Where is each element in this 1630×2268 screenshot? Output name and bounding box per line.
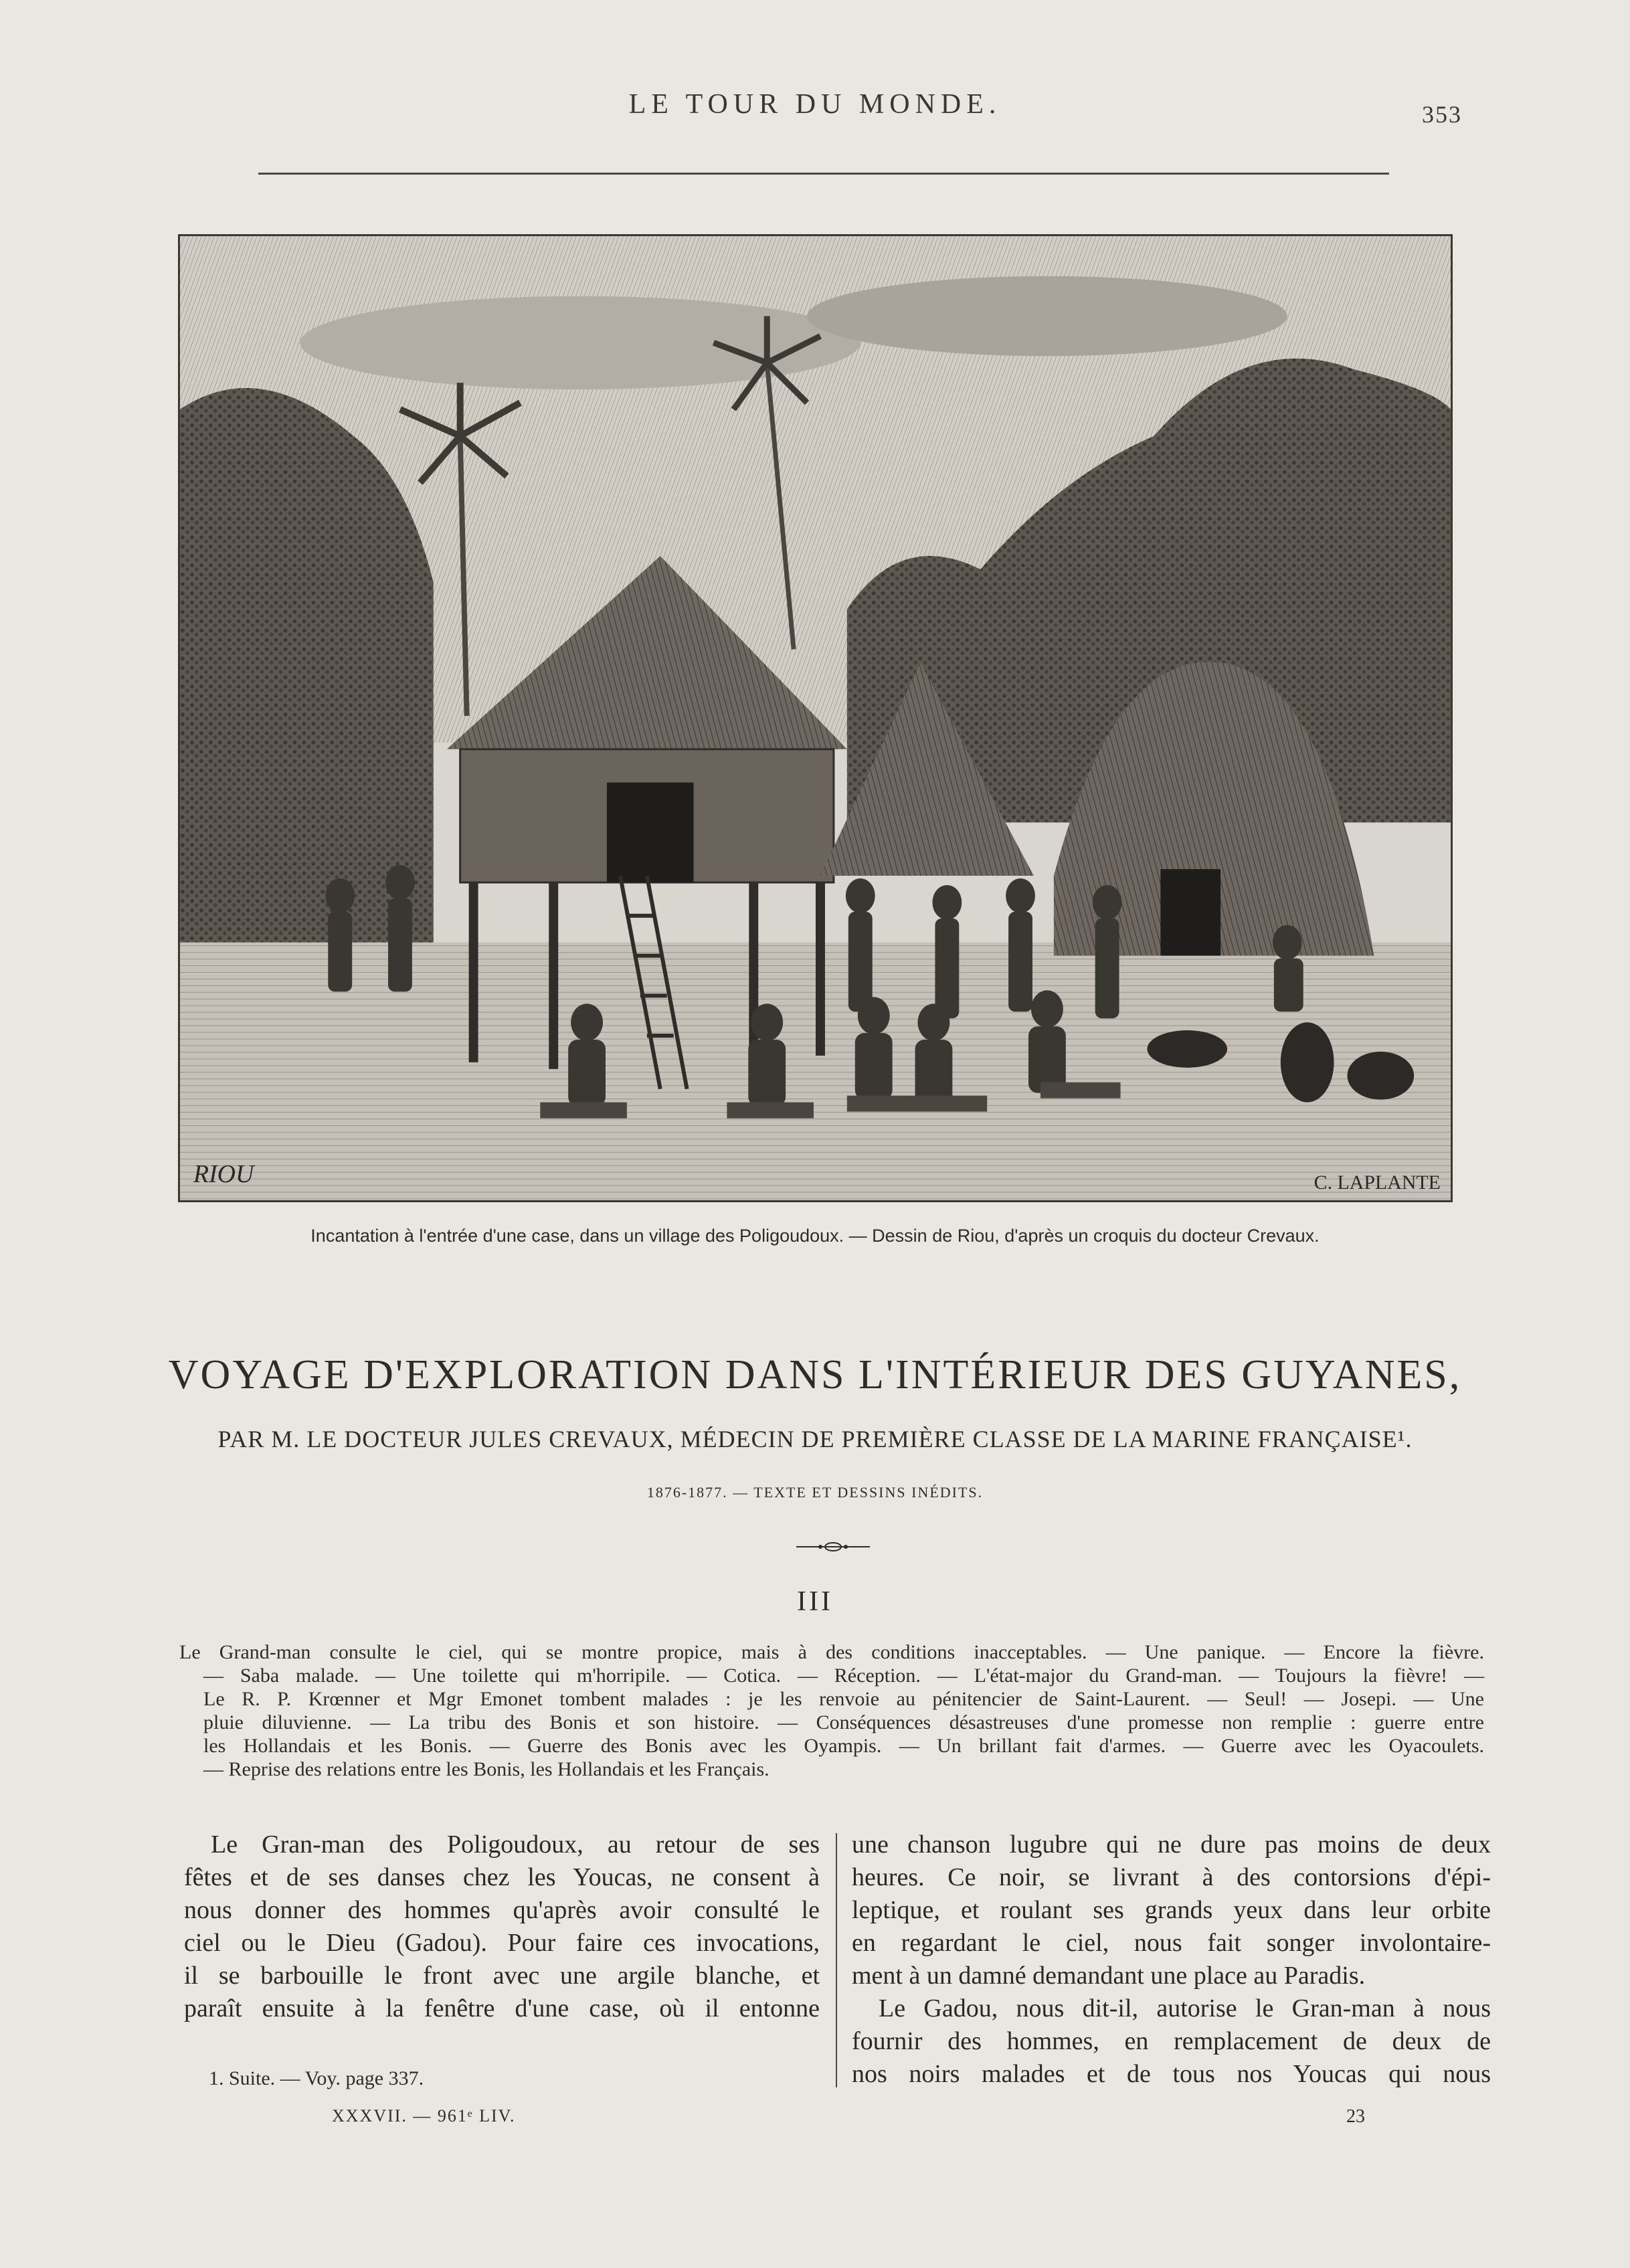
body-line: nous donner des hommes qu'après avoir consulté le	[184, 1896, 820, 1924]
hut-window	[607, 783, 694, 882]
body-line: heures. Ce noir, se livrant à des contorsions d'épi-	[852, 1863, 1491, 1891]
summary-line: les Hollandais et les Bonis. — Guerre des Bonis avec les Oyampis. — Un brillant fait d'armes. — Guerre avec les Oyacoulets.	[203, 1735, 1484, 1757]
cloud	[807, 276, 1287, 357]
summary-line: — Saba malade. — Une toilette qui m'horripile. — Cotica. — Réception. — L'état-major du Grand-man. — Toujours la fièvre! —	[203, 1665, 1484, 1687]
ground	[180, 943, 1451, 1200]
running-title: LE TOUR DU MONDE.	[628, 89, 1002, 120]
illustration-caption: Incantation à l'entrée d'une case, dans un village des Poligoudoux. — Dessin de Riou, d'après un croquis du docteur Crevaux.	[310, 1226, 1320, 1246]
body-line: Le Gadou, nous dit-il, autorise le Gran-man à nous	[879, 1994, 1491, 2022]
engraving-illustration	[178, 234, 1453, 1202]
summary-line: Le R. P. Krœnner et Mgr Emonet tombent malades : je les renvoie au pénitencier de Saint-Laurent. — Seul! — Josepi. — Une	[203, 1688, 1484, 1710]
village-scene-engraving	[180, 236, 1451, 1200]
body-line: paraît ensuite à la fenêtre d'une case, où il entonne	[184, 1994, 820, 2022]
right-hut-door	[1160, 869, 1220, 955]
chapter-summary	[179, 1640, 1484, 1781]
sheet-number: 23	[1346, 2106, 1365, 2127]
body-line: ment à un damné demandant une place au Paradis.	[852, 1962, 1366, 1990]
body-line: nos noirs malades et de tous nos Youcas qui nous	[852, 2060, 1491, 2088]
summary-line: — Reprise des relations entre les Bonis, les Hollandais et les Français.	[203, 1758, 769, 1780]
body-column-left	[184, 1828, 820, 2025]
artist-signature: RIOU	[193, 1160, 254, 1189]
engraver-signature: C. LAPLANTE	[1314, 1171, 1441, 1194]
body-line: ciel ou le Dieu (Gadou). Pour faire ces invocations,	[184, 1929, 820, 1957]
chapter-number: III	[797, 1586, 833, 1617]
article-dates: 1876-1877. — TEXTE ET DESSINS INÉDITS.	[646, 1484, 984, 1501]
page-number: 353	[1422, 101, 1462, 128]
body-line: Le Gran-man des Poligoudoux, au retour de ses	[211, 1830, 820, 1859]
body-line: en regardant le ciel, nous fait songer involontaire-	[852, 1929, 1491, 1957]
body-line: fêtes et de ses danses chez les Youcas, ne consent à	[184, 1863, 820, 1891]
column-rule	[836, 1833, 837, 2087]
summary-line: Le Grand-man consulte le ciel, qui se montre propice, mais à des conditions inacceptables. — Une panique. — Encore la fièvre.	[179, 1641, 1484, 1663]
footnote: 1. Suite. — Voy. page 337.	[209, 2067, 424, 2089]
article-title: VOYAGE D'EXPLORATION DANS L'INTÉRIEUR DES GUYANES,	[168, 1352, 1462, 1398]
article-byline: PAR M. LE DOCTEUR JULES CREVAUX, MÉDECIN DE PREMIÈRE CLASSE DE LA MARINE FRANÇAISE¹.	[217, 1426, 1413, 1452]
body-line: il se barbouille le front avec une argile blanche, et	[184, 1962, 820, 1990]
summary-line: pluie diluvienne. — La tribu des Bonis et son histoire. — Conséquences désastreuses d'une promesse non remplie : guerre entre	[203, 1711, 1484, 1733]
body-line: une chanson lugubre qui ne dure pas moins de deux	[852, 1830, 1491, 1859]
body-line: fournir des hommes, en remplacement de deux de	[852, 2027, 1491, 2055]
body-column-right	[852, 1828, 1491, 2091]
ornament-divider	[796, 1539, 870, 1555]
printer-signature: XXXVII. — 961ᵉ LIV.	[332, 2106, 516, 2125]
header-rule	[258, 173, 1389, 175]
body-line: leptique, et roulant ses grands yeux dans leur orbite	[852, 1896, 1491, 1924]
